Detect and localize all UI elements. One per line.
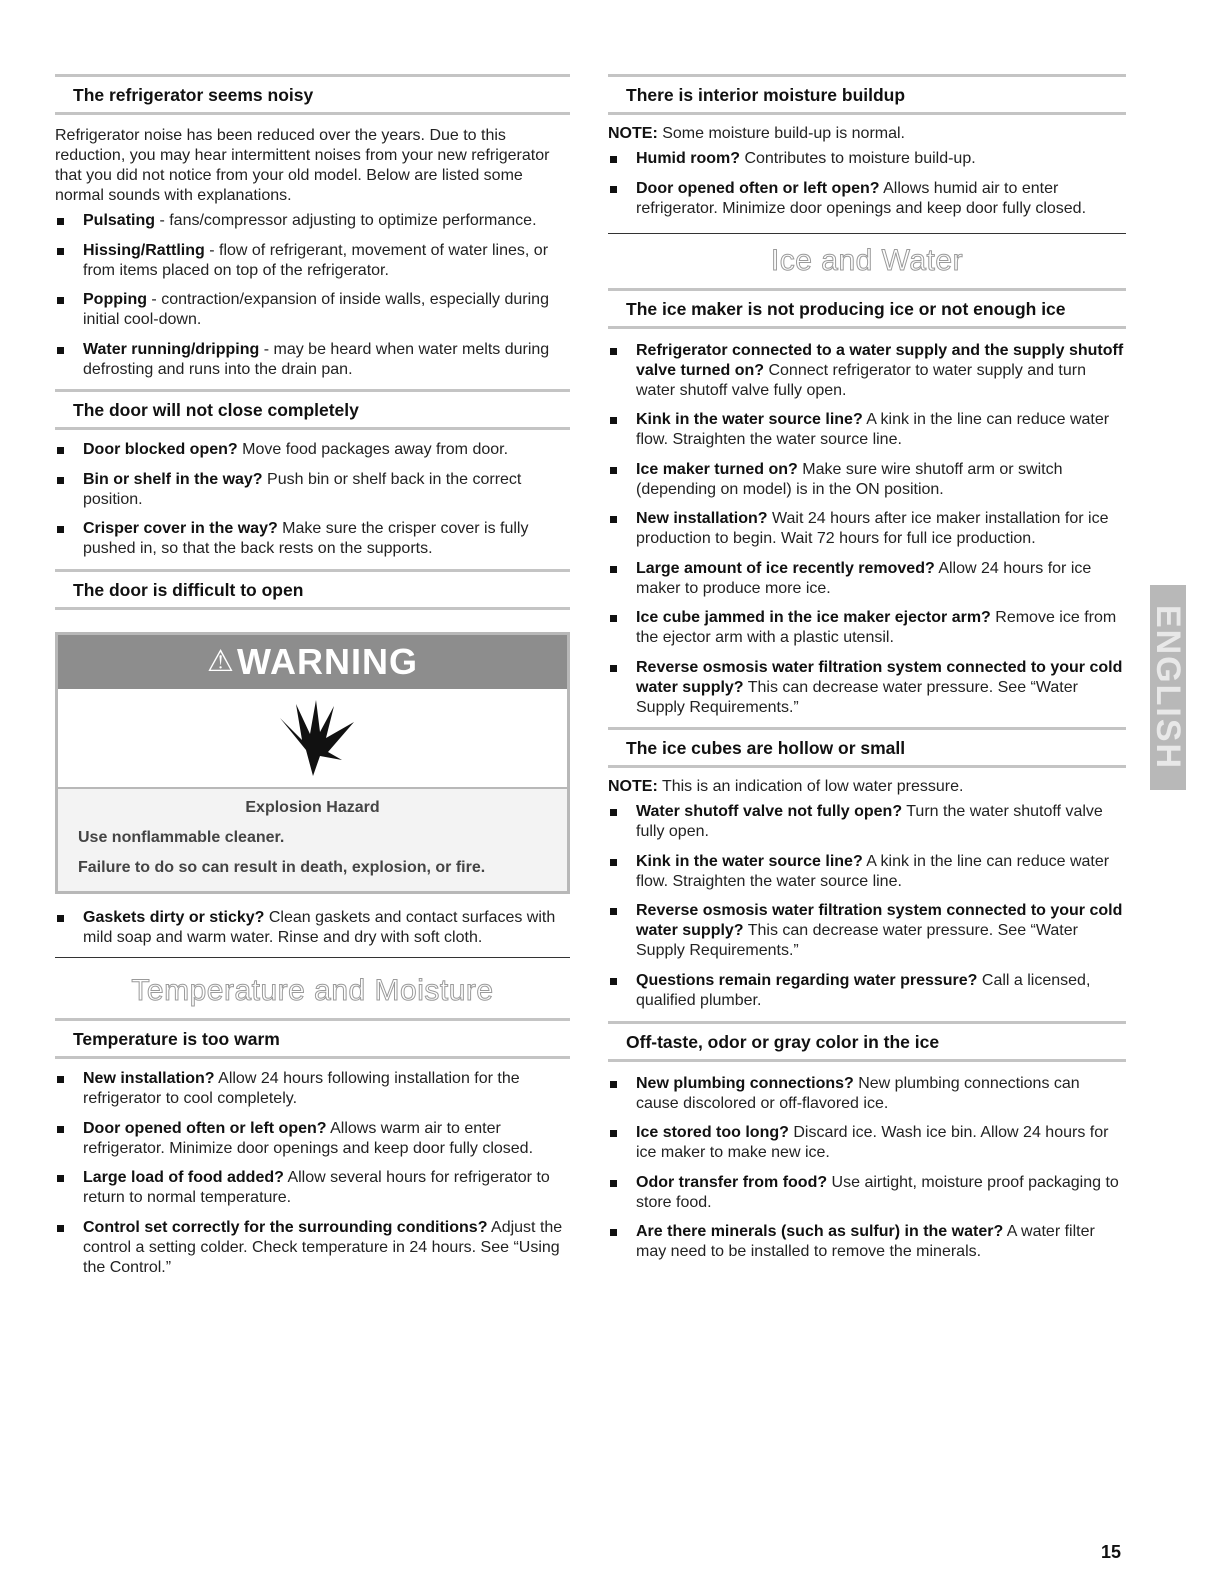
item-bold: Pulsating: [83, 212, 156, 229]
item-text: This can decrease water pressure. See “Water Supply Requirements.”: [636, 922, 1078, 959]
list: [55, 440, 570, 559]
list: [608, 149, 1126, 219]
list-item: [55, 440, 570, 460]
warning-banner-text: WARNING: [236, 640, 418, 682]
square-bullet-icon: [57, 915, 64, 922]
list-item: [55, 519, 570, 559]
list-item: [608, 608, 1126, 648]
right-column: [608, 74, 1126, 1272]
note-label: NOTE:: [608, 778, 658, 795]
square-bullet-icon: [610, 566, 617, 573]
note-text: Some moisture build-up is normal.: [657, 125, 905, 142]
list-item: [608, 410, 1126, 450]
square-bullet-icon: [610, 417, 617, 424]
item-text: Make sure the crisper cover is fully pushed in, so that the back rests on the supports.: [83, 520, 529, 557]
item-bold: Crisper cover in the way?: [83, 520, 278, 537]
item-text: - flow of refrigerant, movement of water lines, or from items placed on top of the refrigerator.: [83, 241, 549, 279]
item-bold: Control set correctly for the surrounding conditions?: [83, 1218, 488, 1236]
square-bullet-icon: [57, 526, 64, 533]
divider: [55, 957, 570, 958]
list-item: [55, 1119, 570, 1159]
divider: [608, 233, 1126, 234]
list-item: [608, 179, 1126, 219]
list-item: [608, 1123, 1126, 1163]
list-item: [55, 1218, 570, 1278]
item-text: Allows humid air to enter refrigerator. Minimize door openings and keep door fully closed.: [636, 179, 1087, 217]
list-item: [608, 149, 1126, 169]
warning-line-2: Failure to do so can result in death, explosion, or fire.: [78, 858, 486, 876]
item-text: Make sure wire shutoff arm or switch (depending on model) is in the ON position.: [636, 460, 1063, 498]
square-bullet-icon: [57, 1126, 64, 1133]
square-bullet-icon: [57, 248, 64, 255]
side-tab-label: ENGLISH: [1149, 604, 1188, 771]
item-text: Clean gaskets and contact surfaces with mild soap and warm water. Rinse and dry with soft cloth.: [83, 908, 556, 946]
list-item: [55, 241, 570, 281]
item-bold: Questions remain regarding water pressure?: [636, 971, 978, 989]
item-text: Turn the water shutoff valve fully open.: [636, 803, 1103, 840]
square-bullet-icon: [610, 809, 617, 816]
square-bullet-icon: [610, 467, 617, 474]
square-bullet-icon: [57, 218, 64, 225]
item-text: Allow several hours for refrigerator to return to normal temperature.: [83, 1169, 550, 1206]
square-bullet-icon: [610, 156, 617, 163]
item-text: - contraction/expansion of inside walls, especially during initial cool-down.: [83, 291, 549, 328]
square-bullet-icon: [610, 186, 617, 193]
item-bold: Hissing/Rattling: [83, 241, 205, 259]
list-item: [608, 1173, 1126, 1213]
list: [608, 1074, 1126, 1263]
moisture-note: [608, 124, 1126, 144]
section-heading-noisy: The refrigerator seems noisy: [55, 74, 570, 115]
item-bold: Door opened often or left open?: [636, 179, 880, 197]
warning-text-area: [58, 787, 567, 891]
square-bullet-icon: [610, 665, 617, 672]
item-bold: Reverse osmosis water filtration system connected to your cold water supply?: [636, 658, 1123, 696]
item-text: Allow 24 hours following installation for the refrigerator to cool completely.: [83, 1070, 520, 1107]
note-text: This is an indication of low water pressure.: [657, 778, 964, 795]
list-item: [55, 340, 570, 380]
warning-banner: [58, 635, 567, 689]
square-bullet-icon: [57, 1175, 64, 1182]
language-side-tab: [1150, 585, 1186, 790]
list-item: [55, 1168, 570, 1208]
list-item: [608, 802, 1126, 842]
square-bullet-icon: [610, 978, 617, 985]
list: [608, 341, 1126, 718]
item-bold: Door opened often or left open?: [83, 1119, 327, 1137]
section-heading-not-producing: The ice maker is not producing ice or not enough ice: [608, 288, 1126, 329]
list-item: [608, 559, 1126, 599]
square-bullet-icon: [610, 1229, 617, 1236]
square-bullet-icon: [610, 1081, 617, 1088]
square-bullet-icon: [610, 1130, 617, 1137]
square-bullet-icon: [610, 1180, 617, 1187]
list-item: [608, 901, 1126, 961]
list-item: [608, 852, 1126, 892]
item-text: Remove ice from the ejector arm with a plastic utensil.: [636, 609, 1117, 646]
section-heading-too-warm: Temperature is too warm: [55, 1018, 570, 1059]
square-bullet-icon: [610, 615, 617, 622]
item-bold: Water running/dripping: [83, 340, 260, 358]
item-text: Allow 24 hours for ice maker to produce more ice.: [636, 559, 1092, 597]
square-bullet-icon: [57, 347, 64, 354]
square-bullet-icon: [57, 1225, 64, 1232]
list-item: [55, 1069, 570, 1109]
item-text: - fans/compressor adjusting to optimize performance.: [155, 212, 537, 229]
section-heading-off-taste: Off-taste, odor or gray color in the ice: [608, 1021, 1126, 1062]
list-item: [608, 341, 1126, 401]
list: [55, 1069, 570, 1278]
list-item: [608, 971, 1126, 1011]
square-bullet-icon: [57, 477, 64, 484]
item-bold: Large load of food added?: [83, 1169, 284, 1186]
list-item: [55, 908, 570, 948]
list-item: [55, 290, 570, 330]
section-heading-moisture: There is interior moisture buildup: [608, 74, 1126, 115]
section-heading-door-open: The door is difficult to open: [55, 569, 570, 610]
list-item: [55, 211, 570, 231]
note-label: NOTE:: [608, 125, 658, 142]
list-item: [608, 1074, 1126, 1114]
section-title-ice-water: Ice and Water: [770, 243, 964, 277]
item-text: A kink in the line can reduce water flow. Straighten the water source line.: [636, 852, 1110, 890]
noisy-intro: Refrigerator noise has been reduced over the years. Due to this reduction, you may hear intermittent noises from your new refrigerator that you did not notice from your old model. Below are listed some normal sounds with explanations.: [55, 127, 550, 204]
item-bold: Ice stored too long?: [636, 1124, 789, 1141]
item-bold: Ice maker turned on?: [636, 460, 798, 478]
item-bold: Kink in the water source line?: [636, 411, 863, 428]
section-heading-door-close: The door will not close completely: [55, 389, 570, 430]
item-text: Use airtight, moisture proof packaging to store food.: [636, 1173, 1119, 1211]
item-bold: Large amount of ice recently removed?: [636, 559, 935, 577]
list-item: [608, 509, 1126, 549]
section-title-temperature-moisture: Temperature and Moisture: [131, 974, 494, 1007]
square-bullet-icon: [610, 908, 617, 915]
item-bold: Are there minerals (such as sulfur) in the water?: [636, 1223, 1004, 1240]
list-item: [608, 1222, 1126, 1262]
item-bold: Odor transfer from food?: [636, 1173, 828, 1191]
item-text: Discard ice. Wash ice bin. Allow 24 hours for ice maker to make new ice.: [636, 1124, 1109, 1161]
item-text: A kink in the line can reduce water flow. Straighten the water source line.: [636, 411, 1110, 448]
item-bold: Popping: [83, 291, 147, 308]
item-bold: New installation?: [83, 1070, 215, 1087]
square-bullet-icon: [610, 348, 617, 355]
list: [608, 802, 1126, 1011]
item-text: New plumbing connections can cause discolored or off-flavored ice.: [636, 1074, 1080, 1112]
item-bold: Kink in the water source line?: [636, 852, 863, 870]
page-number: 15: [1101, 1542, 1122, 1562]
item-bold: New installation?: [636, 510, 768, 527]
item-bold: Reverse osmosis water filtration system connected to your cold water supply?: [636, 902, 1123, 939]
item-bold: Gaskets dirty or sticky?: [83, 908, 265, 926]
warning-line-1: Use nonflammable cleaner.: [78, 828, 285, 846]
item-bold: Water shutoff valve not fully open?: [636, 803, 903, 820]
list: [55, 211, 570, 380]
item-text: Push bin or shelf back in the correct position.: [83, 470, 522, 508]
list: [55, 908, 570, 948]
item-text: Call a licensed, qualified plumber.: [636, 971, 1091, 1009]
item-bold: Refrigerator connected to a water supply and the supply shutoff valve turned on?: [636, 341, 1124, 379]
item-bold: Ice cube jammed in the ice maker ejector arm?: [636, 609, 991, 626]
square-bullet-icon: [610, 516, 617, 523]
item-text: Adjust the control a setting colder. Check temperature in 24 hours. See “Using the Control.”: [83, 1218, 563, 1276]
warning-title: Explosion Hazard: [245, 798, 380, 816]
item-bold: Bin or shelf in the way?: [83, 470, 263, 488]
item-text: Allows warm air to enter refrigerator. Minimize door openings and keep door fully closed.: [83, 1119, 534, 1157]
left-column: [55, 74, 570, 1287]
list-item: [608, 658, 1126, 718]
item-bold: New plumbing connections?: [636, 1074, 854, 1092]
item-text: Wait 24 hours after ice maker installation for ice production to begin. Wait 72 hours for full ice production.: [636, 510, 1109, 547]
square-bullet-icon: [57, 297, 64, 304]
square-bullet-icon: [610, 859, 617, 866]
item-text: Contributes to moisture build-up.: [740, 150, 976, 167]
list-item: [608, 460, 1126, 500]
hollow-note: [608, 777, 1126, 797]
section-heading-hollow: The ice cubes are hollow or small: [608, 727, 1126, 768]
square-bullet-icon: [57, 447, 64, 454]
item-text: Move food packages away from door.: [237, 441, 509, 458]
warning-box: [55, 632, 570, 894]
list-item: [55, 470, 570, 510]
item-text: A water filter may need to be installed to remove the minerals.: [636, 1223, 1095, 1260]
item-bold: Door blocked open?: [83, 441, 238, 458]
square-bullet-icon: [57, 1076, 64, 1083]
item-text: Connect refrigerator to water supply and turn water shutoff valve fully open.: [636, 361, 1086, 399]
item-bold: Humid room?: [636, 150, 740, 167]
explosion-icon: [58, 689, 567, 787]
warning-triangle-icon: ⚠: [207, 645, 235, 678]
item-text: - may be heard when water melts during defrosting and runs into the drain pan.: [83, 340, 550, 378]
item-text: This can decrease water pressure. See “Water Supply Requirements.”: [636, 678, 1078, 716]
